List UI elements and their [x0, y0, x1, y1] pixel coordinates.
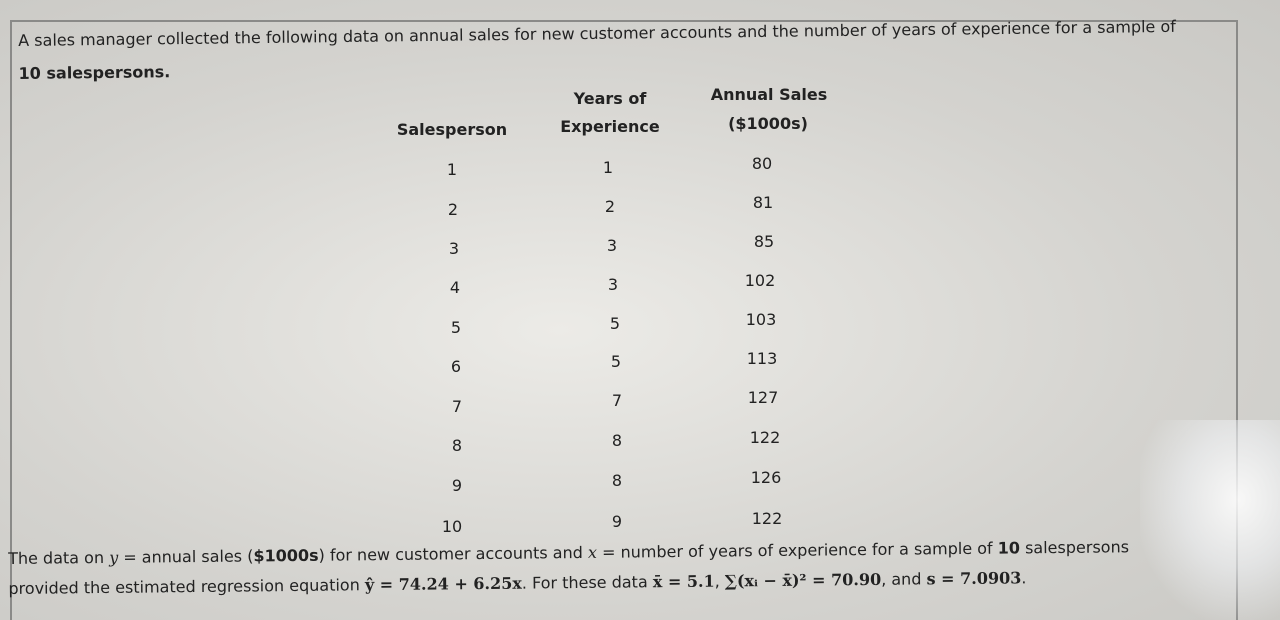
summary-text: provided the estimated regression equation: [8, 575, 365, 598]
header-years-line-1: Years of: [573, 89, 647, 108]
screen-glare: [1140, 420, 1280, 620]
header-sales-line-1: Annual Sales: [710, 85, 828, 104]
sample-size: 10: [997, 538, 1021, 558]
sum-of-squares: ∑(xᵢ − x̄)² = 70.90: [724, 569, 882, 591]
row-1-years: 1: [602, 158, 614, 177]
intro-line-2: 10 salespersons.: [18, 62, 171, 83]
row-9-sales: 126: [750, 468, 782, 487]
regression-equation: ŷ = 74.24 + 6.25x: [364, 573, 522, 595]
row-3-years: 3: [606, 236, 618, 255]
row-1-sales: 80: [751, 154, 773, 173]
row-10-salesperson: 10: [441, 517, 463, 536]
row-9-salesperson: 9: [451, 476, 463, 495]
row-7-salesperson: 7: [451, 397, 463, 416]
units-label: $1000s: [253, 545, 319, 566]
row-2-salesperson: 2: [447, 200, 459, 219]
row-5-salesperson: 5: [450, 318, 462, 337]
summary-text: , and: [881, 569, 927, 589]
x-mean: x̄ = 5.1: [652, 571, 715, 592]
row-8-salesperson: 8: [451, 436, 463, 455]
row-5-years: 5: [609, 314, 621, 333]
row-2-years: 2: [604, 197, 616, 216]
header-salesperson: Salesperson: [396, 120, 508, 139]
row-5-sales: 103: [745, 310, 777, 329]
summary-text: = number of years of experience for a sample of: [596, 538, 998, 562]
summary-text: salespersons: [1019, 537, 1130, 558]
intro-line-1: A sales manager collected the following data on annual sales for new customer accounts and the number of years of experience for a sample of: [18, 16, 1176, 50]
row-4-salesperson: 4: [449, 278, 461, 297]
row-1-salesperson: 1: [446, 160, 458, 179]
summary-text: .: [1021, 568, 1027, 588]
row-8-sales: 122: [749, 428, 781, 447]
standard-error: s = 7.0903: [926, 568, 1022, 589]
row-6-years: 5: [610, 352, 622, 371]
summary-text: ) for new customer accounts and: [318, 542, 589, 565]
row-6-salesperson: 6: [450, 357, 462, 376]
row-7-years: 7: [611, 391, 623, 410]
row-10-years: 9: [611, 512, 623, 531]
summary-text: The data on: [8, 547, 110, 568]
y-variable: y: [109, 547, 119, 567]
row-3-sales: 85: [753, 232, 775, 251]
summary-text: ,: [714, 571, 725, 591]
row-8-years: 8: [611, 431, 623, 450]
row-10-sales: 122: [751, 509, 783, 528]
header-years-line-2: Experience: [560, 117, 660, 136]
summary-text: . For these data: [521, 572, 653, 593]
row-4-years: 3: [607, 275, 619, 294]
row-6-sales: 113: [746, 349, 778, 368]
row-7-sales: 127: [747, 388, 779, 407]
row-4-sales: 102: [744, 271, 776, 290]
header-sales-line-2: ($1000s): [728, 114, 808, 133]
row-2-sales: 81: [752, 193, 774, 212]
x-variable: x: [587, 542, 598, 562]
row-9-years: 8: [611, 471, 623, 490]
summary-text: = annual sales (: [118, 546, 254, 567]
row-3-salesperson: 3: [448, 239, 460, 258]
